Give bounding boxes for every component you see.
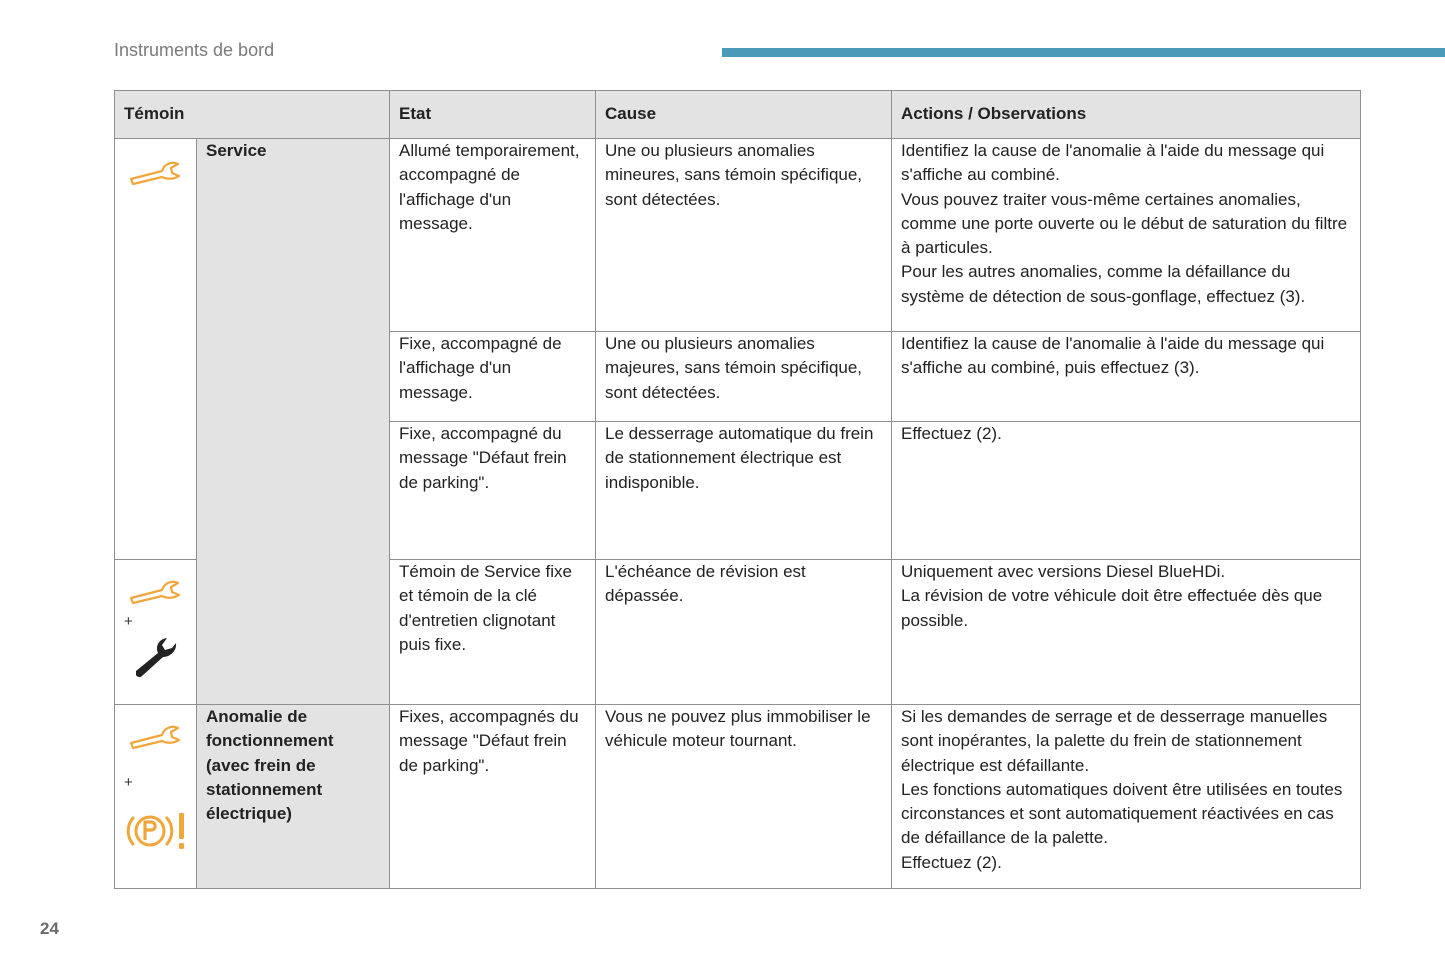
row4-cause: L'échéance de révision est dépassée. (596, 560, 892, 705)
wrench-black-icon (132, 635, 180, 679)
section-title: Instruments de bord (114, 40, 275, 60)
row1-etat: Allumé temporairement, accompagné de l'affichage d'un message. (390, 139, 596, 332)
temoin-icon-cell (115, 705, 197, 889)
row2-etat: Fixe, accompagné de l'affichage d'un message. (390, 332, 596, 422)
row4-etat: Témoin de Service fixe et témoin de la clé d'entretien clignotant puis fixe. (390, 560, 596, 705)
temoin-icon-cell (115, 560, 197, 705)
page-number: 24 (40, 919, 59, 938)
row1-action-line: Pour les autres anomalies, comme la défaillance du système de détection de sous-gonflage, effectuez (3). (901, 262, 1306, 306)
row3-action-line: Effectuez (2). (901, 424, 1002, 443)
row5-actions (892, 705, 1361, 889)
row1-action-line: Identifiez la cause de l'anomalie à l'aide du message qui s'affiche au combiné. (901, 141, 1325, 185)
row1-cause: Une ou plusieurs anomalies mineures, sans témoin spécifique, sont détectées. (596, 139, 892, 332)
row5-action-line: Si les demandes de serrage et de desserrage manuelles sont inopérantes, la palette du frein de stationnement électrique est défaillante. (901, 707, 1328, 775)
row5-action-line: Effectuez (2). (901, 852, 1002, 872)
header-accent-bar (722, 48, 1445, 57)
row2-cause: Une ou plusieurs anomalies majeures, sans témoin spécifique, sont détectées. (596, 332, 892, 422)
warning-lights-table (114, 90, 1361, 889)
header-etat: Etat (390, 91, 596, 139)
table-row (115, 139, 1361, 332)
row1-actions (892, 139, 1361, 332)
row1-action-line: Vous pouvez traiter vous-même certaines anomalies, comme une porte ouverte ou le début de saturation du filtre à particules. (901, 189, 1348, 258)
row5-cause: Vous ne pouvez plus immobiliser le véhicule moteur tournant. (596, 705, 892, 889)
parking-brake-warning-icon (124, 810, 188, 852)
row5-etat: Fixes, accompagnés du message "Défaut frein de parking". (390, 705, 596, 889)
row3-actions (892, 422, 1361, 560)
row3-etat: Fixe, accompagné du message "Défaut frein de parking". (390, 422, 596, 560)
wrench-orange-icon (128, 576, 184, 606)
row4-actions (892, 560, 1361, 705)
plus-sign: + (124, 774, 133, 791)
anomalie-label: Anomalie de fonctionnement (avec frein de stationnement électrique) (197, 705, 390, 889)
row4-action-line: Uniquement avec versions Diesel BlueHDi. (901, 562, 1226, 581)
row3-cause: Le desserrage automatique du frein de stationnement électrique est indisponible. (596, 422, 892, 560)
row5-action-line: Les fonctions automatiques doivent être utilisées en toutes circonstances et sont automatiquement réactivées en cas de défaillance de la palette. (901, 779, 1343, 848)
row2-action-line: Identifiez la cause de l'anomalie à l'aide du message qui s'affiche au combiné, puis effectuez (3). (901, 334, 1325, 378)
service-label: Service (197, 139, 390, 705)
temoin-icon-cell (115, 139, 197, 560)
header-actions: Actions / Observations (892, 91, 1361, 139)
table-header-row (115, 91, 1361, 139)
header-temoin: Témoin (115, 91, 390, 139)
wrench-orange-icon (128, 157, 184, 187)
row2-actions (892, 332, 1361, 422)
wrench-orange-icon (128, 721, 184, 751)
row4-action-line: La révision de votre véhicule doit être effectuée dès que possible. (901, 586, 1323, 630)
plus-sign: + (124, 613, 133, 630)
table-row (115, 705, 1361, 889)
header-cause: Cause (596, 91, 892, 139)
